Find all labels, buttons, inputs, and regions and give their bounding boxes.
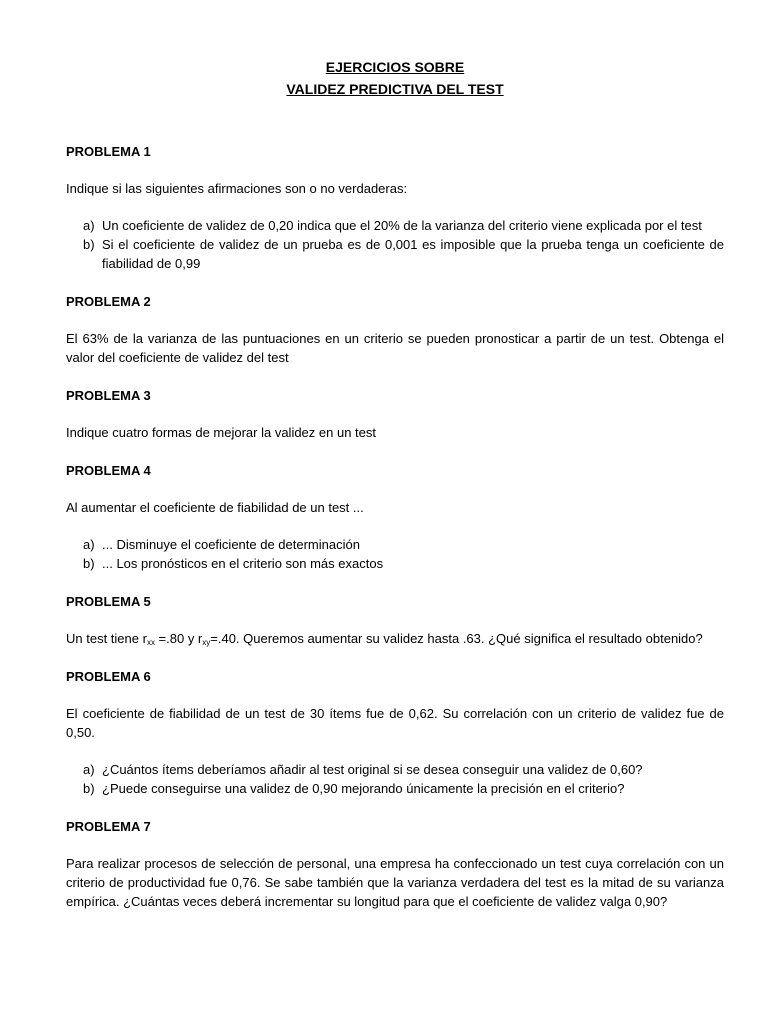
problem-3-heading: PROBLEMA 3 (66, 388, 151, 403)
problem-1-heading: PROBLEMA 1 (66, 144, 151, 159)
problem-1 (66, 142, 724, 273)
subscript-xy: xy (202, 638, 211, 647)
problem-4-list (66, 535, 724, 573)
title-block (66, 56, 724, 100)
document-title-line-2: VALIDEZ PREDICTIVA DEL TEST (286, 81, 504, 97)
problem-4 (66, 461, 724, 573)
list-item-text: ... Disminuye el coeficiente de determinación (102, 537, 360, 552)
list-item-text: ¿Puede conseguirse una validez de 0,90 mejorando únicamente la precisión en el criterio? (102, 781, 625, 796)
list-item (66, 535, 724, 554)
problem-4-heading: PROBLEMA 4 (66, 463, 151, 478)
subscript-xx: xx (146, 638, 155, 647)
problem-6-heading: PROBLEMA 6 (66, 669, 151, 684)
problem-5-heading: PROBLEMA 5 (66, 594, 151, 609)
list-item (66, 235, 724, 273)
problem-2-heading: PROBLEMA 2 (66, 294, 151, 309)
problem-5-text-part-2: =.80 y r (154, 631, 203, 646)
problem-2-text: El 63% de la varianza de las puntuaciones en un criterio se pueden pronosticar a partir de un test. Obtenga el valor del coeficiente de validez del test (66, 331, 724, 365)
list-item (66, 216, 724, 235)
problem-7-text: Para realizar procesos de selección de personal, una empresa ha confeccionado un test cuya correlación con un criterio de productividad fue 0,76. Se sabe también que la varianza verdadera del test es la mitad de su varianza empírica. ¿Cuántas veces deberá incrementar su longitud para que el coeficiente de validez valga 0,90? (66, 856, 724, 909)
problem-7-heading: PROBLEMA 7 (66, 819, 151, 834)
problem-4-intro: Al aumentar el coeficiente de fiabilidad de un test ... (66, 500, 364, 515)
problem-1-intro: Indique si las siguientes afirmaciones son o no verdaderas: (66, 181, 408, 196)
problem-6-list (66, 760, 724, 798)
list-item-text: Un coeficiente de validez de 0,20 indica que el 20% de la varianza del criterio viene explicada por el test (102, 218, 702, 233)
problem-5-text-part-1: Un test tiene r (66, 631, 147, 646)
list-marker: b) (83, 237, 95, 252)
problem-6-text: El coeficiente de fiabilidad de un test de 30 ítems fue de 0,62. Su correlación con un criterio de validez fue de 0,50. (66, 706, 724, 740)
problem-7 (66, 817, 724, 911)
problem-3 (66, 386, 724, 442)
problem-6 (66, 667, 724, 798)
list-item (66, 554, 724, 573)
list-item-text: ¿Cuántos ítems deberíamos añadir al test original si se desea conseguir una validez de 0,60? (102, 762, 643, 777)
list-marker: a) (83, 762, 95, 777)
problem-5 (66, 592, 724, 648)
problem-2 (66, 292, 724, 367)
list-item (66, 760, 724, 779)
list-marker: a) (83, 218, 95, 233)
list-item (66, 779, 724, 798)
list-marker: a) (83, 537, 95, 552)
list-item-text: ... Los pronósticos en el criterio son más exactos (102, 556, 384, 571)
problem-3-text: Indique cuatro formas de mejorar la validez en un test (66, 425, 377, 440)
problem-1-list (66, 216, 724, 273)
document-title-line-1: EJERCICIOS SOBRE (325, 59, 465, 75)
list-item-text: Si el coeficiente de validez de un prueba es de 0,001 es imposible que la prueba tenga un coeficiente de fiabilidad de 0,99 (102, 237, 724, 271)
list-marker: b) (83, 781, 95, 796)
problem-5-text (66, 629, 724, 648)
list-marker: b) (83, 556, 95, 571)
problem-5-text-part-3: =.40. Queremos aumentar su validez hasta .63. ¿Qué significa el resultado obtenido? (210, 631, 703, 646)
